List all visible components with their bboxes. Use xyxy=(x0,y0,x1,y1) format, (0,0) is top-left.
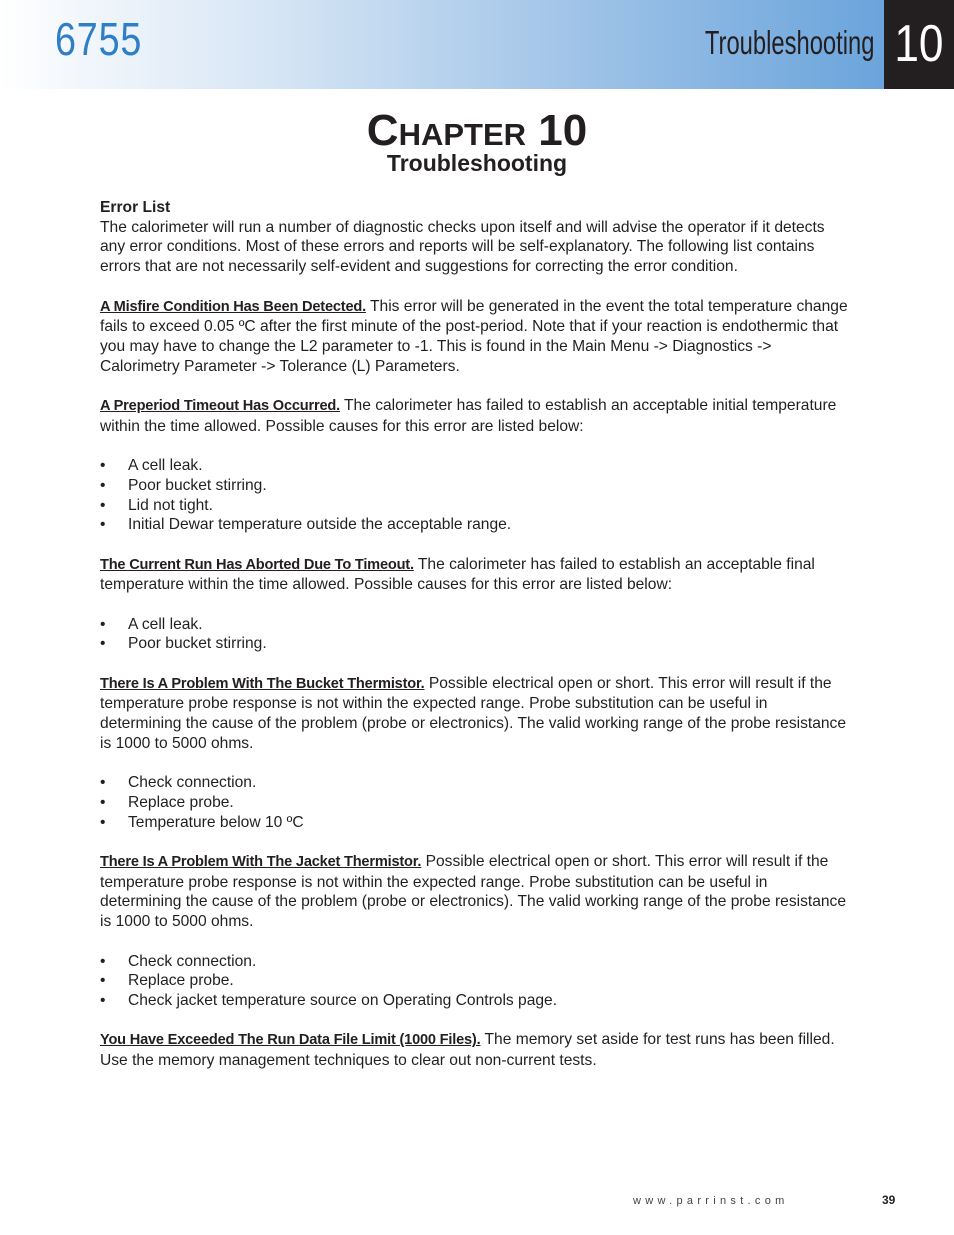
list-item: • Lid not tight. xyxy=(100,496,852,516)
chapter-tab xyxy=(884,0,954,89)
chapter-tab-number: 10 xyxy=(894,15,944,73)
body-content xyxy=(100,198,852,1090)
page-number: 39 xyxy=(882,1193,896,1207)
jacket-thermistor-text: Possible electrical open or short. This error will result if the temperature probe response is not within the expected range. Probe substitution can be useful in determining the cause of the problem (probe or electronics). The valid working range of the probe resistance is 1000 to 5000 ohms. xyxy=(100,853,847,931)
chapter-subtitle: Troubleshooting xyxy=(386,150,568,176)
aborted-causes-list xyxy=(100,615,852,654)
misfire-text: This error will be generated in the event the total temperature change fails to exceed 0.05 ºC after the first minute of the post-period. Note that if your reaction is endothermic that you may have to change the L2 parameter to -1. This is found in the Main Menu -> Diagnostics -> Calorimetry Parameter -> Tolerance (L) Parameters. xyxy=(100,297,848,375)
jacket-thermistor-paragraph xyxy=(100,852,852,932)
list-item: • Check jacket temperature source on Operating Controls page. xyxy=(100,991,852,1011)
jacket-thermistor-list xyxy=(100,952,852,1011)
preperiod-title: A Preperiod Timeout Has Occurred. xyxy=(100,398,340,414)
bucket-thermistor-list xyxy=(100,773,852,832)
list-item: • Replace probe. xyxy=(100,793,852,813)
bucket-thermistor-paragraph xyxy=(100,674,852,754)
list-item: • Poor bucket stirring. xyxy=(100,476,852,496)
page-header xyxy=(0,0,954,89)
model-number: 6755 xyxy=(55,13,143,65)
list-item: • A cell leak. xyxy=(100,456,852,476)
intro-text: The calorimeter will run a number of diagnostic checks upon itself and will advise the operator if it detects any error conditions. Most of these errors and reports will be self-explanatory. The following list contains errors that are not necessarily self-evident and suggestions for correcting the error condition. xyxy=(100,218,825,276)
file-limit-text: The memory set aside for test runs has been filled. Use the memory management techniques to clear out non-current tests. xyxy=(100,1031,835,1070)
aborted-paragraph xyxy=(100,555,852,595)
preperiod-causes-list xyxy=(100,456,852,535)
aborted-title: The Current Run Has Aborted Due To Timeout. xyxy=(100,556,414,573)
running-section-title: Troubleshooting xyxy=(704,24,874,61)
jacket-thermistor-title: There Is A Problem With The Jacket Thermistor. xyxy=(100,854,422,871)
aborted-text: The calorimeter has failed to establish an acceptable final temperature within the time allowed. Possible causes for this error are listed below: xyxy=(100,555,815,594)
list-item: • Initial Dewar temperature outside the acceptable range. xyxy=(100,515,852,535)
footer-url: www.parrinst.com xyxy=(633,1195,789,1207)
list-item: • Check connection. xyxy=(100,952,852,972)
list-item: • A cell leak. xyxy=(100,615,852,635)
preperiod-text: The calorimeter has failed to establish an acceptable initial temperature within the time allowed. Possible causes for this error are listed below: xyxy=(100,397,837,435)
misfire-title: A Misfire Condition Has Been Detected. xyxy=(100,298,366,315)
error-list-heading: Error List xyxy=(100,199,171,216)
misfire-paragraph xyxy=(100,297,852,377)
file-limit-title: You Have Exceeded The Run Data File Limit (1000 Files). xyxy=(100,1032,481,1049)
bucket-thermistor-title: There Is A Problem With The Bucket Thermistor. xyxy=(100,675,425,692)
list-item: • Check connection. xyxy=(100,773,852,793)
list-item: • Poor bucket stirring. xyxy=(100,634,852,654)
intro-paragraph xyxy=(100,198,852,277)
bucket-thermistor-text: Possible electrical open or short. This error will result if the temperature probe response is not within the expected range. Probe substitution can be useful in determining the cause of the problem (probe or electronics). The valid working range of the probe resistance is 1000 to 5000 ohms. xyxy=(100,674,847,752)
chapter-heading: Chapter 10 xyxy=(366,106,588,155)
preperiod-paragraph xyxy=(100,396,852,436)
list-item: • Replace probe. xyxy=(100,971,852,991)
list-item: • Temperature below 10 ºC xyxy=(100,813,852,833)
file-limit-paragraph xyxy=(100,1030,852,1070)
